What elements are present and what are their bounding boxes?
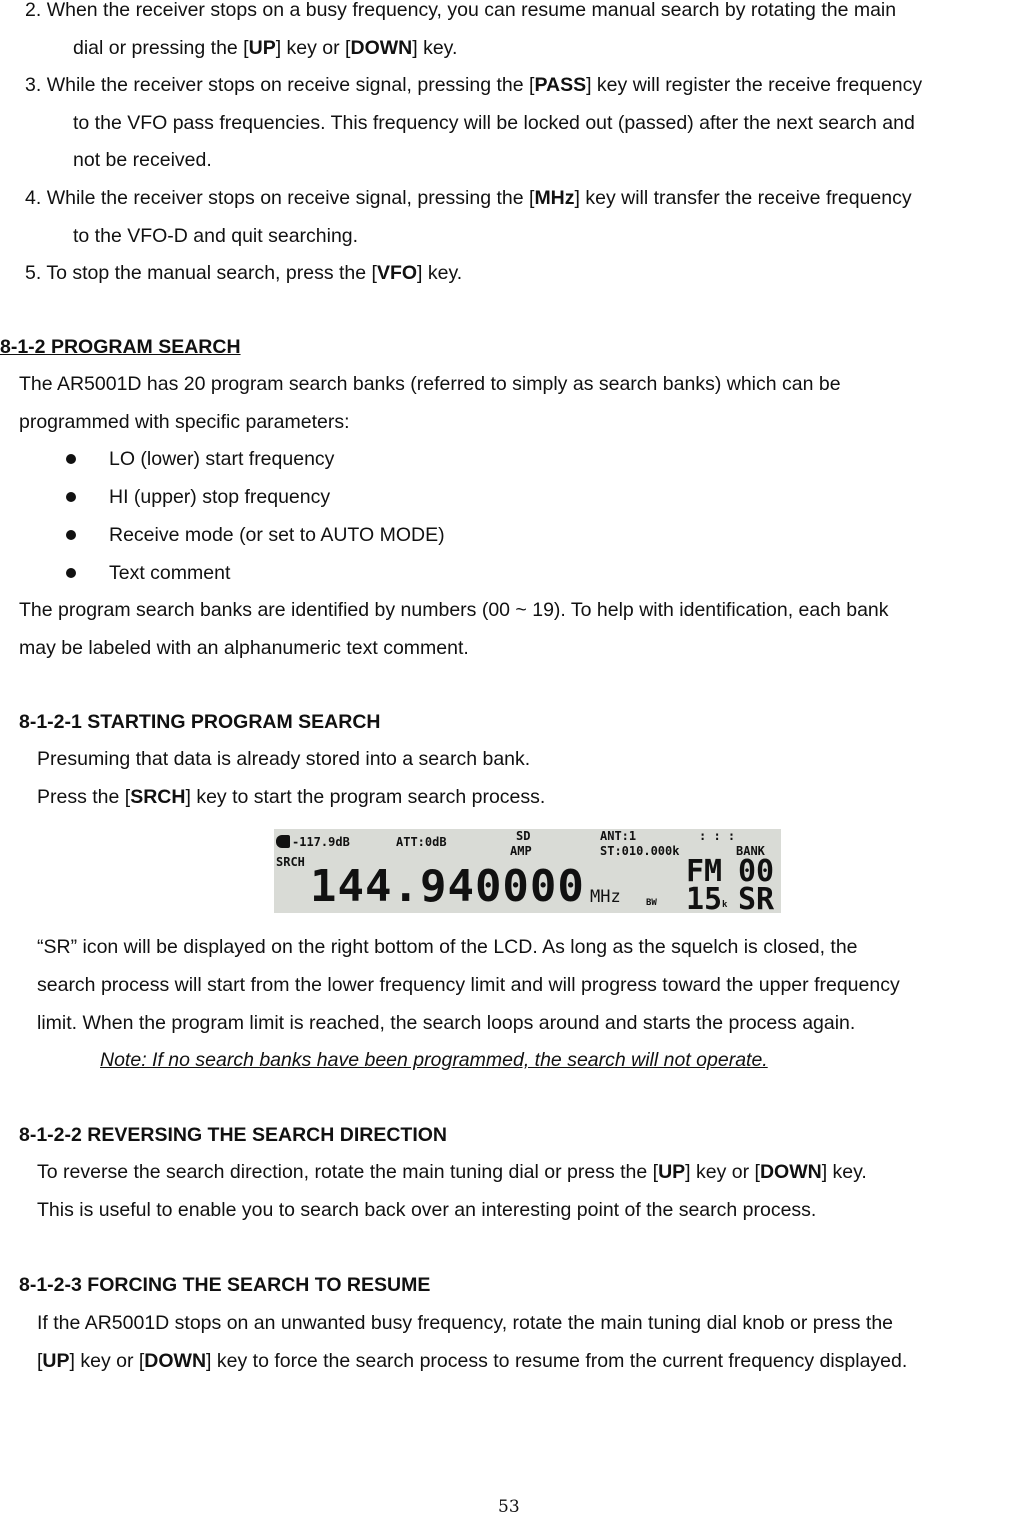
- section-heading-8-1-2: 8-1-2 PROGRAM SEARCH: [0, 336, 241, 358]
- key-label: PASS: [534, 74, 587, 97]
- key-label: VFO: [376, 262, 418, 285]
- text-run: ] key.: [412, 36, 458, 59]
- list-item-continuation: [73, 111, 915, 135]
- lcd-sd: SD: [516, 829, 531, 843]
- key-label: DOWN: [350, 36, 413, 59]
- bullet-icon: [66, 568, 76, 578]
- paragraph-line: The program search banks are identified by numbers (00 ~ 19). To help with identification, each bank: [19, 599, 889, 621]
- text-run: not be received.: [73, 149, 212, 172]
- text-run: dial or pressing the [: [73, 36, 249, 59]
- bullet-item: Receive mode (or set to AUTO MODE): [109, 524, 445, 546]
- paragraph-line: If the AR5001D stops on an unwanted busy frequency, rotate the main tuning dial knob or press the: [37, 1312, 894, 1334]
- text-run: ] key will register the receive frequency: [586, 74, 923, 97]
- lcd-mode: FM: [686, 854, 723, 889]
- paragraph-line: To reverse the search direction, rotate the main tuning dial or press the [UP] key or [DOWN] key.: [37, 1161, 867, 1183]
- key-label: UP: [248, 36, 276, 59]
- list-number: 3.: [25, 74, 47, 97]
- paragraph-line: Press the [SRCH] key to start the program search process.: [37, 786, 546, 808]
- text-run: While the receiver stops on receive signal, pressing the [: [46, 187, 535, 209]
- paragraph-line: This is useful to enable you to search back over an interesting point of the search process.: [37, 1199, 817, 1221]
- text-run: to the VFO pass frequencies. This frequency will be locked out (passed) after the next search and: [73, 111, 915, 134]
- lcd-bw-value: 15: [686, 882, 723, 913]
- text-run: When the receiver stops on a busy frequency, you can resume manual search by rotating the main: [46, 0, 897, 21]
- lcd-sr: SR: [738, 882, 775, 913]
- lcd-bank-num: 00: [738, 854, 775, 889]
- list-item-5: [25, 261, 462, 285]
- list-number: 4.: [25, 187, 47, 209]
- text-run: To stop the manual search, press the [: [46, 262, 377, 285]
- key-down: DOWN: [759, 1161, 822, 1183]
- paragraph-line: “SR” icon will be displayed on the right bottom of the LCD. As long as the squelch is closed, the: [37, 936, 858, 958]
- list-number: 5.: [25, 262, 47, 285]
- bullet-item: LO (lower) start frequency: [109, 448, 335, 470]
- list-item-3: [25, 73, 922, 97]
- key-srch: SRCH: [130, 786, 186, 808]
- lcd-step: ST:010.000k: [600, 844, 680, 858]
- lcd-bank-label: BANK: [736, 844, 765, 858]
- note: Note: If no search banks have been programmed, the search will not operate.: [100, 1049, 768, 1071]
- lcd-srch: SRCH: [276, 855, 305, 869]
- lcd-frequency: 144.940000: [310, 861, 585, 912]
- paragraph-line: The AR5001D has 20 program search banks (referred to simply as search banks) which can be: [19, 373, 841, 395]
- section-heading-8-1-2-3: 8-1-2-3 FORCING THE SEARCH TO RESUME: [19, 1274, 431, 1296]
- paragraph-line: search process will start from the lower frequency limit and will progress toward the upper frequency: [37, 974, 900, 996]
- bullet-icon: [66, 492, 76, 502]
- lcd-bw-label: BW: [646, 898, 657, 908]
- key-down: DOWN: [144, 1350, 207, 1372]
- paragraph-line: [UP] key or [DOWN] key to force the search process to resume from the current frequency displayed.: [37, 1350, 908, 1372]
- lcd-amp: AMP: [510, 844, 532, 858]
- bullet-item: Text comment: [109, 562, 231, 584]
- lcd-display: [274, 829, 781, 913]
- lcd-bw-unit: k: [722, 900, 728, 910]
- signal-icon: [276, 835, 290, 848]
- paragraph-line: Presuming that data is already stored into a search bank.: [37, 748, 531, 770]
- text-run: ] key will transfer the receive frequency: [574, 187, 912, 209]
- list-item-continuation: [73, 148, 212, 172]
- list-number: 2.: [25, 0, 47, 21]
- bullet-item: HI (upper) stop frequency: [109, 486, 331, 508]
- key-label: MHz: [534, 187, 575, 209]
- list-item-continuation: [73, 224, 358, 248]
- bullet-icon: [66, 454, 76, 464]
- bullet-icon: [66, 530, 76, 540]
- text-run: ] key or [: [275, 36, 351, 59]
- lcd-unit: MHz: [590, 887, 621, 907]
- text-run: While the receiver stops on receive signal, pressing the [: [46, 74, 535, 97]
- list-item-2: [25, 0, 896, 22]
- page-number: 53: [498, 1497, 520, 1517]
- text-run: to the VFO-D and quit searching.: [73, 224, 359, 247]
- paragraph-line: limit. When the program limit is reached, the search loops around and starts the process again.: [37, 1012, 856, 1034]
- paragraph-line: may be labeled with an alphanumeric text comment.: [19, 637, 469, 659]
- lcd-level: -117.9dB: [292, 835, 350, 849]
- paragraph-line: programmed with specific parameters:: [19, 411, 350, 433]
- section-heading-8-1-2-1: 8-1-2-1 STARTING PROGRAM SEARCH: [19, 711, 381, 733]
- lcd-colons: : : :: [699, 829, 736, 843]
- list-item-4: [25, 186, 912, 210]
- key-up: UP: [658, 1161, 686, 1183]
- section-heading-8-1-2-2: 8-1-2-2 REVERSING THE SEARCH DIRECTION: [19, 1124, 447, 1146]
- text-run: ] key.: [417, 262, 463, 285]
- lcd-att: ATT:0dB: [396, 835, 447, 849]
- list-item-continuation: [73, 36, 457, 60]
- key-up: UP: [42, 1350, 70, 1372]
- lcd-ant: ANT:1: [600, 829, 637, 843]
